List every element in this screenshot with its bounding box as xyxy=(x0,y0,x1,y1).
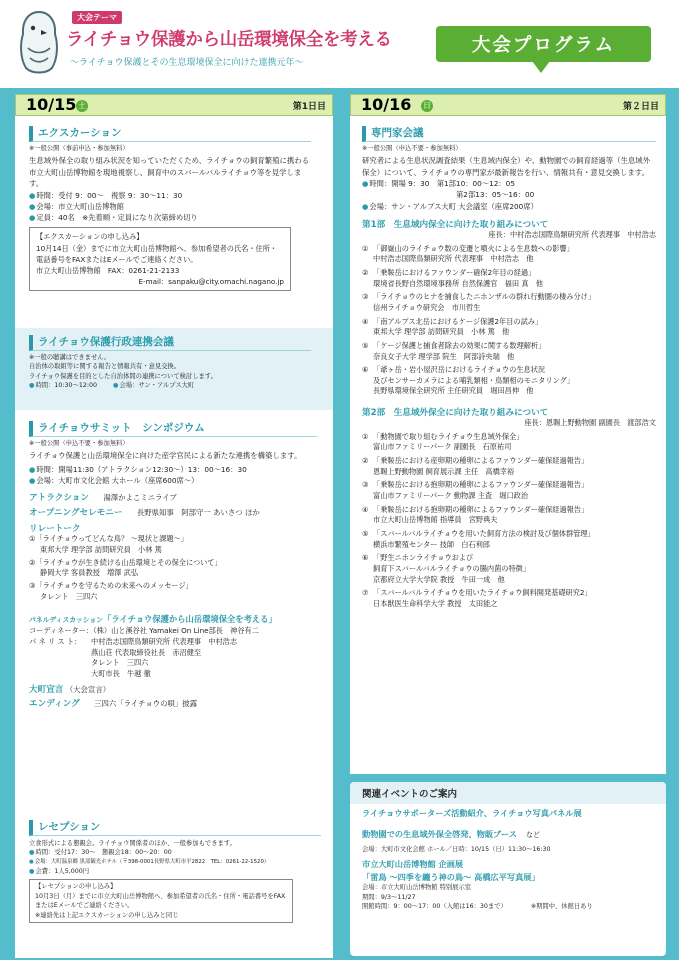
header xyxy=(0,0,679,88)
panel-prefix: パネルディスカッション xyxy=(29,616,104,625)
related-ev2-closed: ※期間中、休館日あり xyxy=(530,903,593,911)
excursion-apply-head: 【エクスカーションの申し込み】 xyxy=(36,232,144,242)
program-banner-tail xyxy=(532,61,550,73)
excursion-fax: 市立大町山岳博物館 FAX：0261-21-2133 xyxy=(36,265,180,275)
related-ev2-hours: 開館時間：9：00〜17：00（入館は16：30まで） xyxy=(362,903,507,911)
related-events xyxy=(350,782,666,956)
related-ev2-venue: 会場：市立大町山岳博物館 特別展示室 xyxy=(362,884,472,892)
part1-item: ③ 「ライチョウのヒナを捕食したニホンザルの群れ行動圏の棲み分け」 信州ライチョウ研究会 市川哲生 xyxy=(362,292,596,312)
part2-item: ⑤ 「スバールバルライチョウを用いた飼育方法の検討及び個体群管理」 横浜市繁殖センター 技師 白石利郎 xyxy=(362,529,595,549)
part1-item: ⑤ 「ケージ保護と捕食者除去の効果に関する数理解析」 奈良女子大学 理学部 院生 阿部詩央瑞 他 xyxy=(362,340,546,361)
day1-weekday: 土 xyxy=(78,101,86,110)
day1-panel xyxy=(15,116,333,958)
declaration-label: 大町宣言 xyxy=(29,684,64,695)
relay-item: ③「ライチョウを守るための未来へのメッセージ」 タレント 三四六 xyxy=(29,581,193,601)
expert-title: 専門家会議 xyxy=(362,126,656,142)
panelist: 中村浩志国際鳥類研究所 代表理事 中村浩志 xyxy=(91,637,238,646)
excursion-desc: 生息域外保全の取り組み状況を知っていただくため、ライチョウの飼育繁殖に携わる市立大町山岳博物館を現地視察し、飼育中のスバールバルライチョウ等を見学します。 xyxy=(29,156,310,189)
coordinator: コーディネーター：（株）山と溪谷社 Yamakei On Line部長 神谷有二 xyxy=(29,626,259,636)
summit-venue: ● 会場：大町市文化会館 大ホール（座席600席〜） xyxy=(29,475,317,486)
ending-label: エンディング xyxy=(29,699,80,710)
excursion-apply-box xyxy=(29,227,291,291)
related-ev2-period: 期間：9/3〜11/27 xyxy=(362,893,416,901)
declaration-text: （大会宣言） xyxy=(65,684,111,694)
related-ev2-line1: 市立大町山岳博物館 企画展 xyxy=(362,858,464,869)
part2-item: ⑥ 「野生ニホンライチョウおよび 飼育下スバールバルライチョウの腸内菌の特徴」 京都府立大学大学院 教授 牛田一成 他 xyxy=(362,553,531,584)
related-ev1-venue: 会場：大町市文化会館 ホール／日時：10/15（日）11:30〜16:30 xyxy=(362,845,551,853)
summit-note: ※一般公開（申込不要・参加無料） xyxy=(29,439,129,447)
day1-datebar xyxy=(15,94,333,116)
reception-time: ● 時間：受付17：30〜 懇親会18：00〜20：00 xyxy=(29,848,321,857)
summit-desc: ライチョウ保護と山岳環境保全に向けた産学官民による新たな連携を構築します。 xyxy=(29,451,302,461)
reception-title: レセプション xyxy=(29,820,321,836)
expert-note: ※一般公開（申込不要・参加無料） xyxy=(362,144,462,152)
part1-item: ② 「乗鞍岳におけるファウンダー確保2年目の経過」 環境省長野自然環境事務所 自然保護官 福田 真 他 xyxy=(362,267,543,288)
day2-panel xyxy=(350,116,666,774)
reception-apply-note: ※連絡先は上記エクスカーションの申し込みと同じ xyxy=(35,911,179,919)
part2-title: 第2部 生息域外保全に向けた取り組みについて xyxy=(362,408,549,419)
admin-note: ※一般の聴講はできません。 xyxy=(29,353,111,361)
attraction-text: 湯澤かよこミニライブ xyxy=(103,493,177,503)
summit-time: ● 時間：開場11:30（アトラクション12:30〜）13：00〜16：30 xyxy=(29,464,317,475)
part1-item: ⑥ 「爺ヶ岳・岩小屋沢岳におけるライチョウの生息状況 及びセンサーカメラによる哺乳類相・鳥類相のモニタリング」 長野県環境保全研究所 主任研究員 堀田昌伸 他 xyxy=(362,365,574,396)
reception-apply-body: 10月3日（月）までに市立大町山岳博物館へ、参加希望者の氏名・住所・電話番号をFAXまたはEメールでご連絡ください。 xyxy=(35,892,286,910)
panelist: タレント 三四六 xyxy=(91,658,149,668)
day2-datebar xyxy=(350,94,666,116)
part2-item: ④ 「乗鞍岳における抱卵期の種卵によるファウンダー確保経過報告」 市立大町山岳博物館 指導員 宮野典夫 xyxy=(362,504,589,525)
ending-text: 三四六「ライチョウの唄」披露 xyxy=(94,699,198,709)
reception-venue: ● 会場：大町温泉郷 黒部観光ホテル（〒398-0001長野県大町市平2822 TEL：0261-22-1520） xyxy=(29,858,321,867)
part2-chair: 座長：恩賜上野動物園 副園長 渡部浩文 xyxy=(524,418,656,428)
admin-desc1: 自治体の取組等に関する報告と情報共有・意見交換。 xyxy=(29,363,181,371)
excursion-title: エクスカーション xyxy=(29,126,311,142)
related-ev2-line2: 「雷鳥 〜四季を纏う神の鳥〜 高橋広平写真展」 xyxy=(362,871,540,882)
day2-weekday: 日 xyxy=(423,101,431,110)
ptarmigan-logo-icon xyxy=(14,8,64,76)
part2-item: ⑦ 「スバールバルライチョウを用いたライチョウ飼料開発基礎研究2」 日本獣医生命科学大学 教授 太田能之 xyxy=(362,588,592,608)
day1-label: 第1日目 xyxy=(292,102,326,112)
excursion-apply-body: 10月14日（金）までに市立大町山岳博物館へ、参加希望者の氏名・住所・電話番号をFAXまたはEメールでご連絡ください。 xyxy=(36,243,278,264)
part1-title: 第1部 生息域内保全に向けた取り組みについて xyxy=(362,219,549,230)
panelist-label: パ ネ リ ス ト： xyxy=(29,637,82,646)
expert-venue: ● 会場：サン・アルプス大町 大会議室（座席200席） xyxy=(362,201,656,212)
part2-item: ③ 「乗鞍岳における抱卵期の種卵によるファウンダー確保経過報告」 富山市ファミリーパーク 動物課 主査 堀口政治 xyxy=(362,480,589,501)
admin-venue: ● 会場：サン・アルプス大町 xyxy=(113,382,194,389)
related-ev1-tail: など xyxy=(526,830,541,839)
panelist: 大町市長 牛越 徹 xyxy=(91,668,151,678)
excursion-note: ※一般公開（事前申込・参加無料） xyxy=(29,144,129,152)
admin-desc2: ライチョウ保護を目的とした自治体間の連携について検討します。 xyxy=(29,372,217,380)
reception-apply-box xyxy=(29,879,293,923)
program-title: 大会プログラム xyxy=(471,35,616,56)
program-banner xyxy=(436,26,651,62)
day2-date: 10/16 xyxy=(361,95,412,114)
day2-label: 第２日目 xyxy=(622,102,659,112)
admin-time: ● 時間：10:30〜12:00 xyxy=(29,382,97,389)
part1-item: ① 「御嶽山のライチョウ数の変遷と噴火による生息数への影響」 中村浩志国際鳥類研究所 代表理事 中村浩志 他 xyxy=(362,243,574,264)
reception-fee: ● 会費：1人5,000円 xyxy=(29,867,321,876)
expert-desc: 研究者による生息状況調査結果（生息域内保全）や、動物園での飼育経過等（生息域外保全）について、ライチョウの専門家が最新報告を行い、情報共有・意見交換します。 xyxy=(362,156,651,177)
relay-item: ①「ライチョウってどんな鳥？ 〜現状と課題〜」 東邦大学 理学部 訪問研究員 小林 篤 xyxy=(29,534,188,555)
relay-item: ②「ライチョウが生き続ける山岳環境とその保全について」 静岡大学 客員教授 増澤 武弘 xyxy=(29,557,222,578)
opening-text: 長野県知事 阿部守一 あいさつ ほか xyxy=(136,507,260,517)
panelist: 燕山荘 代表取締役社長 赤沼健至 xyxy=(91,647,202,657)
summit-title: ライチョウサミット シンポジウム xyxy=(29,421,317,437)
excursion-capacity: ● 定員：40名 ※先着順・定員になり次第締め切り xyxy=(29,212,311,223)
related-ev1-line2: 動物園での生息域外保全啓発、物販ブース xyxy=(362,828,517,839)
part1-chair: 座長：中村浩志国際鳥類研究所 代表理事 中村浩志 xyxy=(488,229,656,239)
opening-label: オープニングセレモニー xyxy=(29,507,123,518)
excursion-time: ● 時間：受付 9：00〜 視察 9：30〜11：30 xyxy=(29,190,311,201)
attraction-label: アトラクション xyxy=(29,493,89,504)
theme-title: ライチョウ保護から山岳環境保全を考える xyxy=(66,30,392,50)
excursion-email[interactable]: E-mail：sanpaku@city.omachi.nagano.jp xyxy=(138,277,284,287)
admin-title: ライチョウ保護行政連携会議 xyxy=(29,335,311,351)
part2-item: ② 「乗鞍岳における産卵期の種卵によるファウンダー確保経過報告」 恩賜上野動物園 飼育展示課 主任 高橋幸裕 xyxy=(362,456,589,476)
related-title: 関連イベントのご案内 xyxy=(350,782,666,804)
expert-time2: 第2部13：05〜16：00 xyxy=(456,190,535,200)
reception-desc: 立食形式による懇親会。ライチョウ関係者のほか、一般参加もできます。 xyxy=(29,839,236,847)
expert-time1: ● 時間：開場 9：30 第1部10：00〜12：05 xyxy=(362,178,656,189)
related-ev1-line1: ライチョウサポーターズ活動紹介、ライチョウ写真パネル展 xyxy=(362,808,582,818)
day1-date: 10/15 xyxy=(26,95,77,114)
admin-section xyxy=(15,328,333,410)
excursion-venue: ● 会場：市立大町山岳博物館 xyxy=(29,201,311,212)
theme-subtitle: 〜ライチョウ保護とその生息環境保全に向けた連携元年〜 xyxy=(70,58,304,68)
panel-title: 「ライチョウ保護から山岳環境保全を考える」 xyxy=(103,614,277,625)
theme-tag: 大会テーマ xyxy=(72,11,122,24)
part1-item: ④ 「南アルプス北岳におけるケージ保護2年目の試み」 東邦大学 理学部 訪問研究員 小林 篤 他 xyxy=(362,316,543,337)
part2-item: ① 「動物園で取り組むライチョウ生息域外保全」 富山市ファミリーパーク 副園長 石原祐司 xyxy=(362,431,524,452)
relay-label: リレートーク xyxy=(29,524,81,535)
reception-apply-head: 【レセプションの申し込み】 xyxy=(35,883,117,891)
